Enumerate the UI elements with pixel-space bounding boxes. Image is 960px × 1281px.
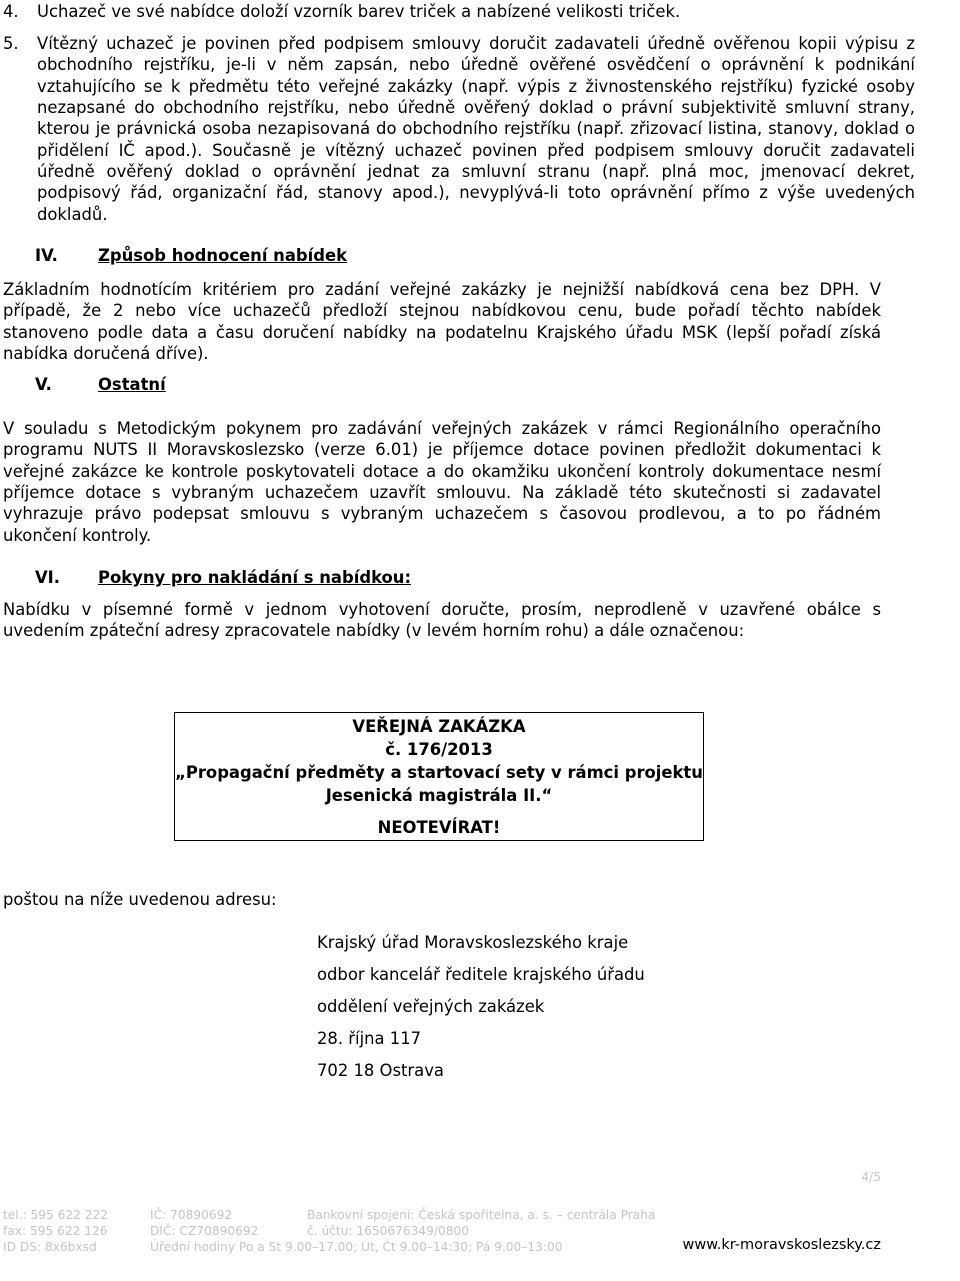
envelope-label-box [174, 712, 704, 841]
list-item-text: Uchazeč ve své nabídce doloží vzorník barev triček a nabízené velikosti triček. [37, 2, 681, 21]
section-title: Způsob hodnocení nabídek [98, 246, 347, 265]
footer-website: www.kr-moravskoslezsky.cz [682, 1237, 881, 1253]
address-line: odbor kancelář ředitele krajského úřadu [317, 965, 645, 984]
footer-data-box: ID DS: 8x6bxsd [3, 1240, 97, 1254]
section-text-vi: Nabídku v písemné formě v jednom vyhotovení doručte, prosím, neprodleně v uzavřené obálce s uvedením zpáteční adresy zpracovatele nabídky (v levém horním rohu) a dále označenou: [3, 600, 881, 641]
section-text-iv: Základním hodnotícím kritériem pro zadání veřejné zakázky je nejnižší nabídková cena bez DPH. V případě, že 2 nebo více uchazečů předloží stejnou nabídkovou cenu, bude pořadí těchto nabídek stanoveno podle data a času doručení nabídky na podatelnu Krajského úřadu MSK (lepší pořadí získá nabídka doručená dříve). [3, 280, 881, 363]
list-item [3, 33, 915, 225]
list-item-number: 5. [3, 34, 19, 53]
section-heading-v [35, 375, 166, 394]
label-number: č. 176/2013 [385, 740, 493, 759]
footer-fax: fax: 595 622 126 [3, 1224, 108, 1238]
list-item-text: Vítězný uchazeč je povinen před podpisem smlouvy doručit zadavateli úředně ověřenou kopii výpisu z obchodního rejstříku, je-li v něm zapsán, nebo úředně ověřené osvědčení o oprávnění k podnikání vztahujícího se k předmětu této veřejné zakázky (např. výpis z živnostenského rejstříku) fyzické osoby nezapsané do obchodního rejstříku, nebo úředně ověřený doklad o právní subjektivitě smluvní strany, kterou je právnická osoba nezapisovaná do obchodního rejstříku (např. zřizovací listina, stanovy, doklad o přidělení IČ apod.). Současně je vítězný uchazeč povinen před podpisem smlouvy doručit zadavateli úředně ověřený doklad o oprávnění jednat za smluvní stranu (např. plná moc, jmenovací dekret, podpisový řád, organizační řád, stanovy apod.), nevyplývá-li toto oprávnění přímo z výše uvedených dokladů. [37, 34, 915, 224]
section-number: V. [35, 375, 52, 394]
footer-bank-account: č. účtu: 1650676349/0800 [307, 1224, 470, 1238]
footer-dic: DIČ: CZ70890692 [150, 1224, 259, 1238]
address-line: 28. října 117 [317, 1029, 422, 1048]
footer-office-hours: Úřední hodiny Po a St 9.00–17.00; Út, Čt 9.00–14:30; Pá 9.00–13:00 [150, 1240, 563, 1254]
section-title: Pokyny pro nakládání s nabídkou: [98, 568, 412, 587]
list-item [3, 1, 915, 22]
address-intro: poštou na níže uvedenou adresu: [3, 890, 277, 909]
section-text-v: V souladu s Metodickým pokynem pro zadávání veřejných zakázek v rámci Regionálního operačního programu NUTS II Moravskoslezsko (verze 6.01) je příjemce dotace povinen předložit dokumentaci k veřejné zakázce ke kontrole poskytovateli dotace a do okamžiku ukončení kontroly dokumentace nesmí příjemce dotace s vybraným uchazečem uzavřít smlouvu. Na základě této skutečnosti si zadavatel vyhrazuje právo podepsat smlouvu s vybraným uchazečem s časovou prodlevou, a to po řádném ukončení kontroly. [3, 419, 881, 545]
label-title: VEŘEJNÁ ZAKÁZKA [352, 717, 526, 736]
footer-bank-name: Bankovní spojení: Česká spořitelna, a. s. – centrála Praha [307, 1208, 656, 1222]
section-heading-vi [35, 568, 411, 587]
section-number: VI. [35, 568, 61, 587]
footer-phone: tel.: 595 622 222 [3, 1208, 109, 1222]
address-line: oddělení veřejných zakázek [317, 997, 545, 1016]
list-item-number: 4. [3, 2, 19, 21]
label-subject-line2: Jesenická magistrála II.“ [325, 786, 553, 805]
section-number: IV. [35, 246, 58, 265]
footer-bank [307, 1207, 655, 1239]
page-number: 4/5 [861, 1170, 881, 1184]
section-heading-iv [35, 246, 347, 265]
label-warning: NEOTEVÍRAT! [377, 818, 501, 837]
footer-contacts [3, 1207, 108, 1255]
address-line: 702 18 Ostrava [317, 1061, 444, 1080]
label-subject-line1: „Propagační předměty a startovací sety v rámci projektu [175, 763, 703, 782]
section-title: Ostatní [98, 375, 166, 394]
footer-ico: IČ: 70890692 [150, 1208, 233, 1222]
address-line: Krajský úřad Moravskoslezského kraje [317, 933, 629, 952]
